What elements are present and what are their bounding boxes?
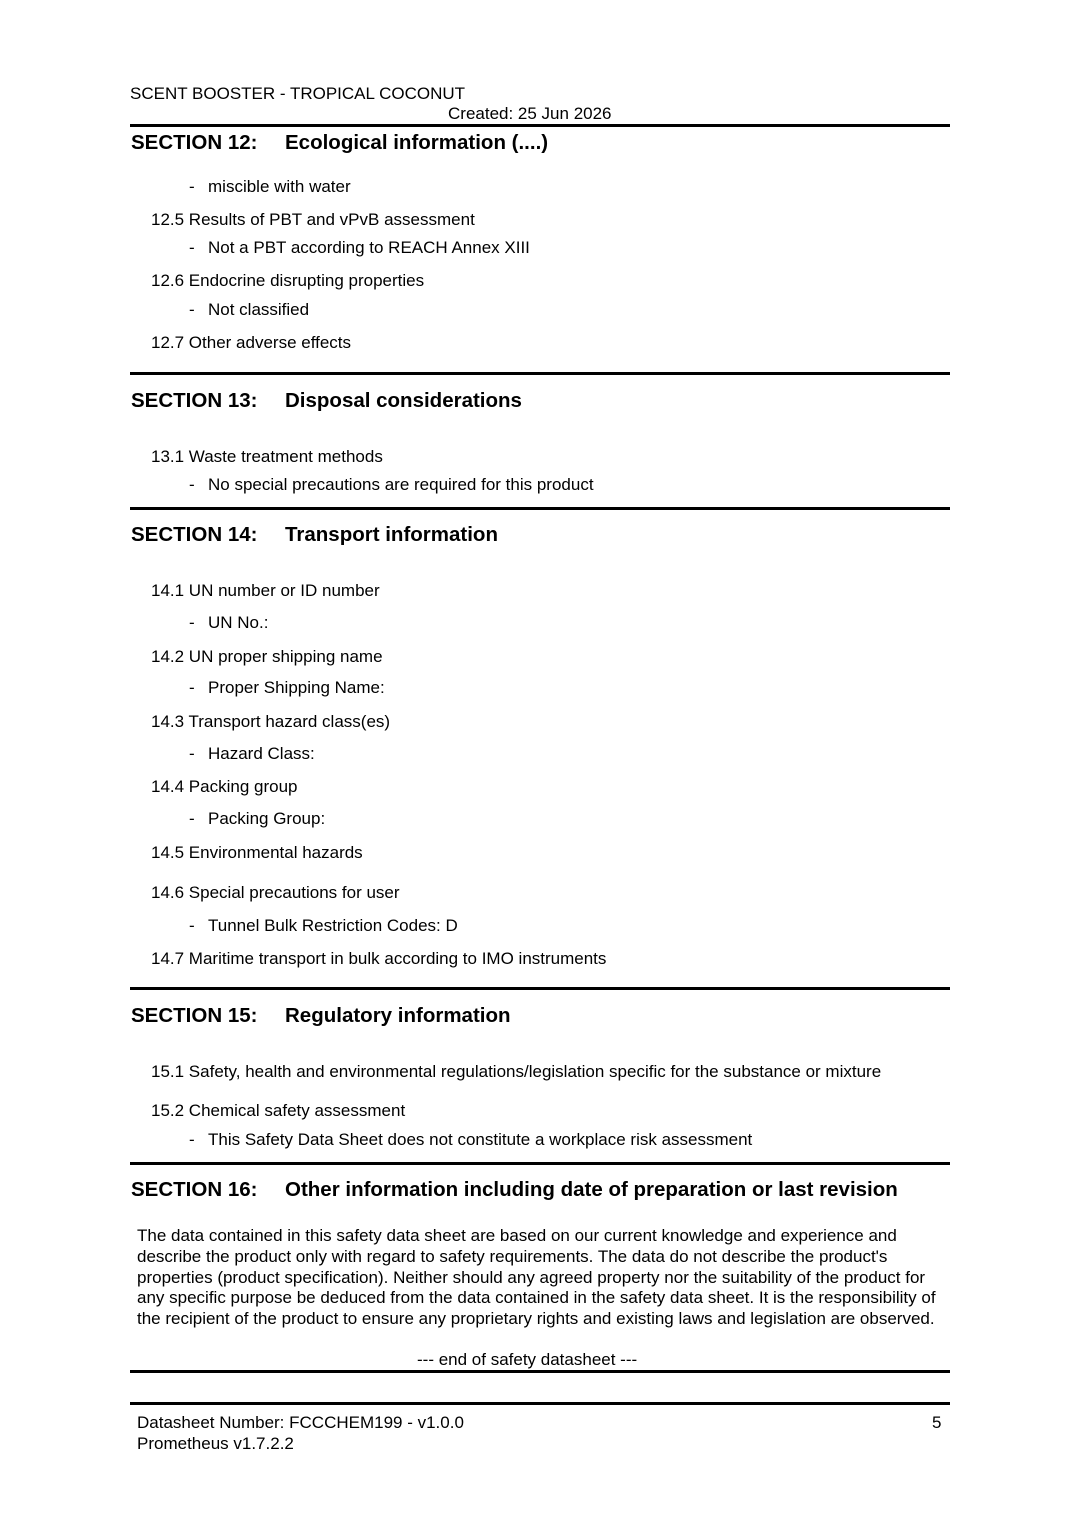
subsection-14-7: 14.7 Maritime transport in bulk according to IMO instruments (151, 949, 607, 968)
section-15-heading (131, 1004, 511, 1028)
subsection-14-5: 14.5 Environmental hazards (151, 843, 363, 862)
disclaimer-paragraph: The data contained in this safety data sheet are based on our current knowledge and experience and describe the product only with regard to safety requirements. The data do not describe the product's properties (product specification). Neither should any agreed property nor the suitability of the product for any specific purpose be deduced from the data contained in the safety data sheet. It is the responsibility of the recipient of the product to ensure any proprietary rights and existing laws and legislation are observed. (137, 1226, 936, 1329)
subsection-12-7: 12.7 Other adverse effects (151, 333, 352, 352)
bullet-item: - Proper Shipping Name: (189, 678, 385, 697)
section-13-number: SECTION 13: (131, 389, 258, 412)
section-16-number: SECTION 16: (131, 1178, 258, 1201)
subsection-12-5: 12.5 Results of PBT and vPvB assessment (151, 210, 475, 229)
subsection-12-6: 12.6 Endocrine disrupting properties (151, 271, 425, 290)
subsection-14-1: 14.1 UN number or ID number (151, 581, 380, 600)
page-number: 5 (932, 1413, 942, 1432)
bullet-dash: - (189, 744, 195, 763)
bullet-dash: - (189, 177, 195, 196)
section-15-number: SECTION 15: (131, 1004, 258, 1027)
subsection-13-1: 13.1 Waste treatment methods (151, 447, 383, 466)
bullet-dash: - (189, 1130, 195, 1149)
created-date: Created: 25 Jun 2026 (448, 104, 612, 123)
subsection-15-2: 15.2 Chemical safety assessment (151, 1101, 406, 1120)
section-rule (130, 372, 950, 375)
subsection-14-6: 14.6 Special precautions for user (151, 883, 400, 902)
section-14-title: Transport information (285, 523, 498, 546)
section-16-heading (131, 1178, 898, 1202)
product-name: SCENT BOOSTER - TROPICAL COCONUT (130, 84, 466, 103)
section-12-title: Ecological information (....) (285, 131, 549, 154)
subsection-15-1: 15.1 Safety, health and environmental regulations/legislation specific for the substance or mixture (151, 1062, 882, 1081)
section-rule (130, 1162, 950, 1165)
section-14-number: SECTION 14: (131, 523, 258, 546)
bullet-item: - Packing Group: (189, 809, 326, 828)
bullet-item: - This Safety Data Sheet does not constitute a workplace risk assessment (189, 1130, 753, 1149)
datasheet-number: Datasheet Number: FCCCHEM199 - v1.0.0 (137, 1413, 464, 1432)
section-13-heading (131, 389, 522, 413)
bullet-item: - UN No.: (189, 613, 269, 632)
bullet-dash: - (189, 809, 195, 828)
subsection-14-3: 14.3 Transport hazard class(es) (151, 712, 391, 731)
bullet-item: - No special precautions are required for this product (189, 475, 594, 494)
section-rule (130, 1370, 950, 1373)
section-rule (130, 987, 950, 990)
bullet-item: - Not a PBT according to REACH Annex XIII (189, 238, 530, 257)
header-rule (130, 124, 950, 127)
section-rule (130, 507, 950, 510)
bullet-dash: - (189, 475, 195, 494)
software-version: Prometheus v1.7.2.2 (137, 1434, 294, 1453)
bullet-item: - Hazard Class: (189, 744, 315, 763)
section-14-heading (131, 523, 498, 547)
bullet-dash: - (189, 916, 195, 935)
subsection-14-2: 14.2 UN proper shipping name (151, 647, 383, 666)
bullet-dash: - (189, 613, 195, 632)
bullet-item: - Tunnel Bulk Restriction Codes: D (189, 916, 458, 935)
subsection-14-4: 14.4 Packing group (151, 777, 298, 796)
footer-rule (130, 1402, 950, 1405)
section-16-title: Other information including date of preparation or last revision (285, 1178, 898, 1201)
bullet-item: - Not classified (189, 300, 310, 319)
bullet-dash: - (189, 678, 195, 697)
bullet-dash: - (189, 300, 195, 319)
section-12-heading (131, 131, 548, 155)
section-12-number: SECTION 12: (131, 131, 258, 154)
end-of-datasheet-note: --- end of safety datasheet --- (417, 1350, 638, 1369)
bullet-dash: - (189, 238, 195, 257)
section-15-title: Regulatory information (285, 1004, 511, 1027)
section-13-title: Disposal considerations (285, 389, 522, 412)
bullet-item: - miscible with water (189, 177, 351, 196)
